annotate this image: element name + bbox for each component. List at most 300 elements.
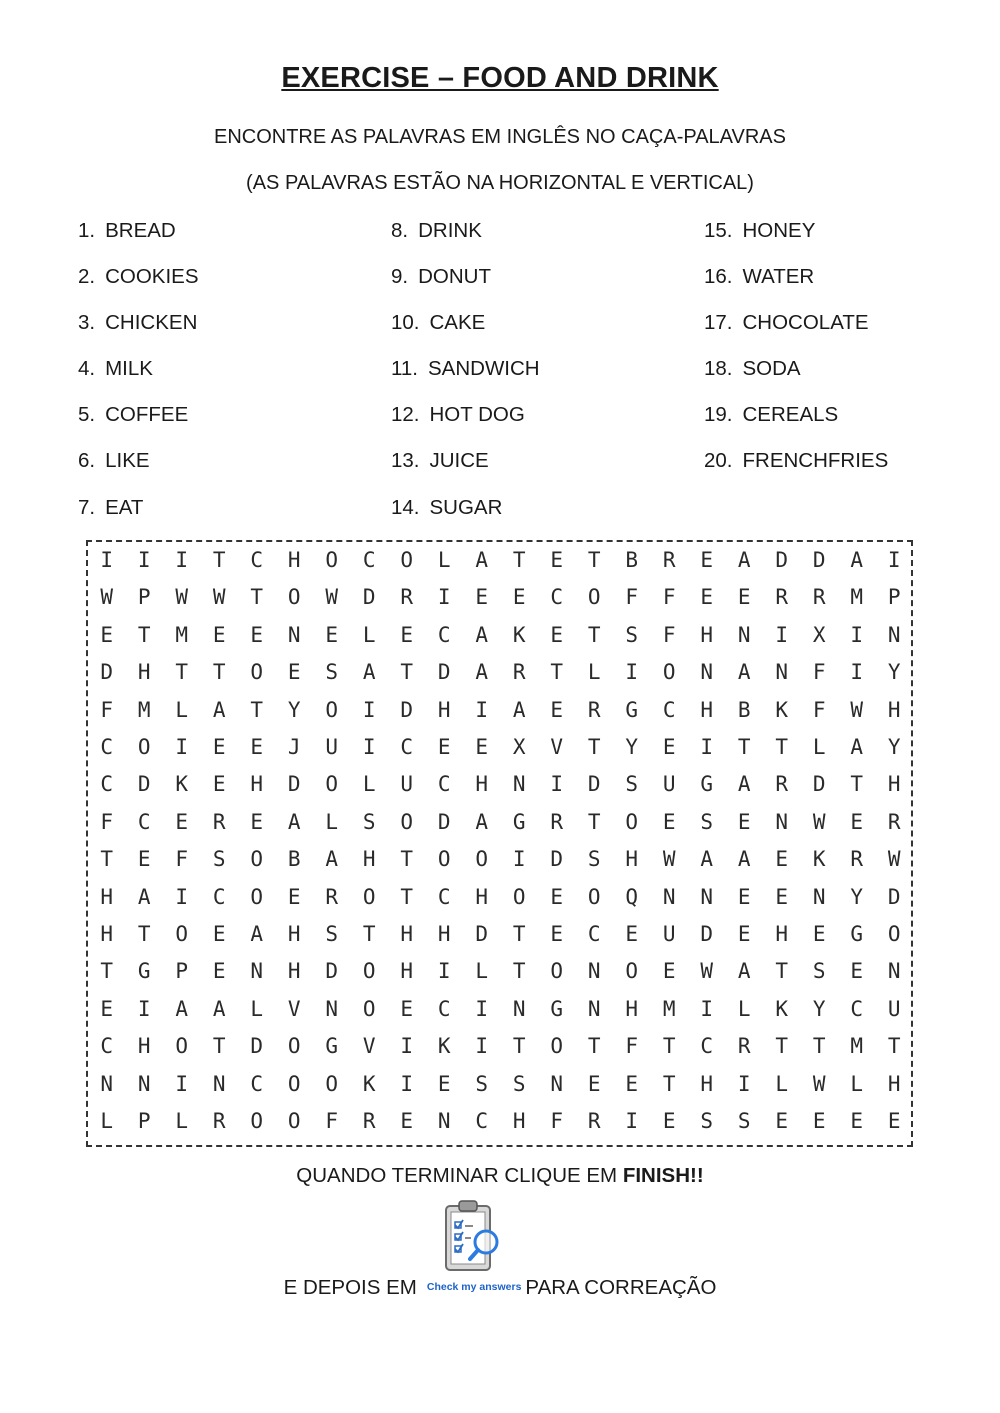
grid-letter[interactable]: E [625,922,639,946]
grid-letter[interactable]: E [287,660,301,685]
grid-letter[interactable]: A [212,697,226,722]
grid-letter[interactable]: N [587,959,601,984]
grid-letter[interactable]: O [250,884,264,909]
grid-letter[interactable]: S [625,772,639,797]
grid-letter[interactable]: I [137,996,151,1021]
grid-letter[interactable]: L [812,735,826,759]
grid-letter[interactable]: D [362,585,376,610]
grid-letter[interactable]: P [887,585,901,610]
grid-letter[interactable]: I [850,622,864,647]
grid-letter[interactable]: C [700,1034,714,1059]
grid-letter[interactable]: L [362,772,376,797]
grid-letter[interactable]: L [362,622,376,647]
grid-letter[interactable]: A [250,922,264,946]
grid-letter[interactable]: B [737,697,751,722]
grid-letter[interactable]: H [137,1034,151,1059]
grid-letter[interactable]: E [775,847,789,872]
grid-letter[interactable]: D [100,660,114,685]
grid-letter[interactable]: M [175,622,189,647]
grid-letter[interactable]: I [137,548,151,572]
grid-letter[interactable]: N [775,809,789,834]
grid-letter[interactable]: H [100,884,114,909]
grid-letter[interactable]: E [662,959,676,984]
grid-letter[interactable]: H [775,922,789,946]
grid-letter[interactable]: R [850,847,864,872]
grid-letter[interactable]: N [887,959,901,984]
grid-letter[interactable]: L [437,548,451,572]
grid-letter[interactable]: O [587,884,601,909]
grid-letter[interactable]: L [850,1071,864,1096]
grid-letter[interactable]: I [887,548,901,572]
grid-letter[interactable]: H [700,1071,714,1096]
grid-letter[interactable]: W [175,585,189,610]
grid-letter[interactable]: O [550,1034,564,1059]
grid-letter[interactable]: O [250,1109,264,1133]
grid-letter[interactable]: V [362,1034,376,1059]
grid-letter[interactable]: I [437,585,451,610]
grid-letter[interactable]: T [212,1034,226,1059]
grid-letter[interactable]: G [625,697,639,722]
grid-letter[interactable]: W [100,585,114,610]
grid-letter[interactable]: S [700,1109,714,1133]
grid-letter[interactable]: N [287,622,301,647]
grid-letter[interactable]: T [662,1071,676,1096]
grid-letter[interactable]: E [737,809,751,834]
grid-letter[interactable]: T [587,809,601,834]
grid-letter[interactable]: C [400,735,414,759]
grid-letter[interactable]: A [475,622,489,647]
grid-letter[interactable]: E [250,622,264,647]
grid-letter[interactable]: E [212,922,226,946]
grid-letter[interactable]: G [550,996,564,1021]
grid-letter[interactable]: E [250,735,264,759]
grid-letter[interactable]: N [587,996,601,1021]
grid-letter[interactable]: A [737,959,751,984]
grid-letter[interactable]: I [437,959,451,984]
grid-letter[interactable]: F [325,1109,339,1133]
grid-letter[interactable]: N [437,1109,451,1133]
grid-letter[interactable]: B [625,548,639,572]
grid-letter[interactable]: L [737,996,751,1021]
grid-letter[interactable]: S [212,847,226,872]
grid-letter[interactable]: F [662,622,676,647]
grid-letter[interactable]: T [512,959,526,984]
grid-letter[interactable]: T [775,1034,789,1059]
grid-letter[interactable]: D [587,772,601,797]
grid-letter[interactable]: C [587,922,601,946]
grid-letter[interactable]: A [325,847,339,872]
grid-letter[interactable]: N [700,660,714,685]
grid-letter[interactable]: A [287,809,301,834]
grid-letter[interactable]: Y [287,697,301,722]
grid-letter[interactable]: A [700,847,714,872]
grid-letter[interactable]: H [362,847,376,872]
grid-letter[interactable]: F [625,1034,639,1059]
grid-letter[interactable]: E [587,1071,601,1096]
grid-letter[interactable]: X [512,735,526,759]
grid-letter[interactable]: E [550,548,564,572]
grid-letter[interactable]: Y [887,660,901,685]
grid-letter[interactable]: I [700,996,714,1021]
grid-letter[interactable]: S [812,959,826,984]
grid-letter[interactable]: C [550,585,564,610]
grid-letter[interactable]: C [362,548,376,572]
grid-letter[interactable]: C [437,772,451,797]
grid-letter[interactable]: S [700,809,714,834]
grid-letter[interactable]: O [475,847,489,872]
grid-letter[interactable]: E [475,735,489,759]
grid-letter[interactable]: H [700,622,714,647]
grid-letter[interactable]: U [662,772,676,797]
grid-letter[interactable]: D [700,922,714,946]
grid-letter[interactable]: A [212,996,226,1021]
grid-letter[interactable]: T [587,622,601,647]
grid-letter[interactable]: K [175,772,189,797]
grid-letter[interactable]: E [850,809,864,834]
grid-letter[interactable]: E [212,735,226,759]
grid-letter[interactable]: A [512,697,526,722]
grid-letter[interactable]: N [550,1071,564,1096]
grid-letter[interactable]: H [475,884,489,909]
grid-letter[interactable]: D [437,660,451,685]
grid-letter[interactable]: T [587,548,601,572]
grid-letter[interactable]: E [737,884,751,909]
grid-letter[interactable]: N [212,1071,226,1096]
grid-letter[interactable]: I [625,1109,639,1133]
grid-letter[interactable]: E [775,884,789,909]
grid-letter[interactable]: E [100,622,114,647]
grid-letter[interactable]: H [400,922,414,946]
grid-letter[interactable]: K [775,996,789,1021]
grid-letter[interactable]: C [437,996,451,1021]
grid-letter[interactable]: H [100,922,114,946]
grid-letter[interactable]: T [250,697,264,722]
grid-letter[interactable]: A [175,996,189,1021]
grid-letter[interactable]: A [137,884,151,909]
grid-letter[interactable]: E [400,1109,414,1133]
grid-letter[interactable]: T [587,735,601,759]
grid-letter[interactable]: R [512,660,526,685]
grid-letter[interactable]: D [400,697,414,722]
grid-letter[interactable]: M [137,697,151,722]
grid-letter[interactable]: S [587,847,601,872]
grid-letter[interactable]: E [212,772,226,797]
grid-letter[interactable]: E [512,585,526,610]
grid-letter[interactable]: I [550,772,564,797]
grid-letter[interactable]: K [362,1071,376,1096]
grid-letter[interactable]: C [850,996,864,1021]
grid-letter[interactable]: C [250,548,264,572]
grid-letter[interactable]: O [662,660,676,685]
grid-letter[interactable]: D [137,772,151,797]
grid-letter[interactable]: H [625,996,639,1021]
grid-letter[interactable]: T [887,1034,901,1059]
grid-letter[interactable]: W [850,697,864,722]
grid-letter[interactable]: T [100,959,114,984]
grid-letter[interactable]: V [287,996,301,1021]
grid-letter[interactable]: S [325,922,339,946]
grid-letter[interactable]: I [175,1071,189,1096]
grid-letter[interactable]: R [550,809,564,834]
grid-letter[interactable]: E [625,1071,639,1096]
grid-letter[interactable]: O [137,735,151,759]
grid-letter[interactable]: E [662,809,676,834]
grid-letter[interactable]: N [100,1071,114,1096]
grid-letter[interactable]: G [700,772,714,797]
grid-letter[interactable]: I [850,660,864,685]
grid-letter[interactable]: C [100,735,114,759]
grid-letter[interactable]: O [512,884,526,909]
grid-letter[interactable]: O [287,585,301,610]
grid-letter[interactable]: A [850,548,864,572]
grid-letter[interactable]: O [587,585,601,610]
grid-letter[interactable]: F [662,585,676,610]
grid-letter[interactable]: L [775,1071,789,1096]
grid-letter[interactable]: O [325,1071,339,1096]
grid-letter[interactable]: E [175,809,189,834]
grid-letter[interactable]: O [287,1071,301,1096]
grid-letter[interactable]: C [212,884,226,909]
grid-letter[interactable]: G [850,922,864,946]
grid-letter[interactable]: I [775,622,789,647]
grid-letter[interactable]: E [812,922,826,946]
grid-letter[interactable]: E [287,884,301,909]
grid-letter[interactable]: T [512,922,526,946]
grid-letter[interactable]: C [662,697,676,722]
grid-letter[interactable]: F [625,585,639,610]
grid-letter[interactable]: E [100,996,114,1021]
grid-letter[interactable]: T [812,1034,826,1059]
grid-letter[interactable]: M [662,996,676,1021]
grid-letter[interactable]: D [775,548,789,572]
grid-letter[interactable]: O [325,697,339,722]
grid-letter[interactable]: R [362,1109,376,1133]
grid-letter[interactable]: G [325,1034,339,1059]
grid-letter[interactable]: H [512,1109,526,1133]
grid-letter[interactable]: F [550,1109,564,1133]
grid-letter[interactable]: R [212,1109,226,1133]
grid-letter[interactable]: A [737,847,751,872]
grid-letter[interactable]: T [137,922,151,946]
grid-letter[interactable]: L [475,959,489,984]
grid-letter[interactable]: D [250,1034,264,1059]
grid-letter[interactable]: R [662,548,676,572]
grid-letter[interactable]: B [287,847,301,872]
grid-letter[interactable]: U [662,922,676,946]
grid-letter[interactable]: R [887,809,901,834]
grid-letter[interactable]: L [325,809,339,834]
grid-letter[interactable]: A [737,548,751,572]
grid-letter[interactable]: O [325,548,339,572]
grid-letter[interactable]: S [625,622,639,647]
grid-letter[interactable]: E [850,1109,864,1133]
grid-letter[interactable]: I [362,735,376,759]
grid-letter[interactable]: P [175,959,189,984]
grid-letter[interactable]: R [587,1109,601,1133]
grid-letter[interactable]: T [587,1034,601,1059]
grid-letter[interactable]: T [400,884,414,909]
grid-letter[interactable]: J [287,735,301,759]
grid-letter[interactable]: E [737,585,751,610]
grid-letter[interactable]: I [737,1071,751,1096]
grid-letter[interactable]: K [812,847,826,872]
grid-letter[interactable]: N [250,959,264,984]
grid-letter[interactable]: Y [850,884,864,909]
grid-letter[interactable]: E [212,622,226,647]
grid-letter[interactable]: H [287,959,301,984]
grid-letter[interactable]: I [475,697,489,722]
grid-letter[interactable]: N [137,1071,151,1096]
grid-letter[interactable]: C [137,809,151,834]
grid-letter[interactable]: I [175,884,189,909]
grid-letter[interactable]: W [812,1071,826,1096]
grid-letter[interactable]: U [400,772,414,797]
grid-letter[interactable]: I [175,548,189,572]
grid-letter[interactable]: H [287,922,301,946]
grid-letter[interactable]: H [250,772,264,797]
grid-letter[interactable]: S [512,1071,526,1096]
grid-letter[interactable]: E [437,735,451,759]
grid-letter[interactable]: O [400,809,414,834]
grid-letter[interactable]: R [587,697,601,722]
grid-letter[interactable]: F [812,697,826,722]
grid-letter[interactable]: S [475,1071,489,1096]
grid-letter[interactable]: A [475,660,489,685]
grid-letter[interactable]: H [625,847,639,872]
grid-letter[interactable]: Q [625,884,639,909]
grid-letter[interactable]: R [737,1034,751,1059]
grid-letter[interactable]: G [512,809,526,834]
grid-letter[interactable]: E [812,1109,826,1133]
check-my-answers-button[interactable]: Check my answers [426,1280,522,1293]
grid-letter[interactable]: G [137,959,151,984]
clipboard-checklist-icon[interactable] [440,1198,510,1276]
grid-letter[interactable]: O [175,1034,189,1059]
grid-letter[interactable]: D [287,772,301,797]
grid-letter[interactable]: D [812,548,826,572]
grid-letter[interactable]: C [475,1109,489,1133]
grid-letter[interactable]: O [362,884,376,909]
grid-letter[interactable]: I [512,847,526,872]
grid-letter[interactable]: T [850,772,864,797]
grid-letter[interactable]: W [887,847,901,872]
grid-letter[interactable]: T [662,1034,676,1059]
grid-letter[interactable]: A [850,735,864,759]
grid-letter[interactable]: A [737,772,751,797]
grid-letter[interactable]: F [100,697,114,722]
grid-letter[interactable]: N [662,884,676,909]
grid-letter[interactable]: I [400,1071,414,1096]
grid-letter[interactable]: F [812,660,826,685]
grid-letter[interactable]: E [775,1109,789,1133]
grid-letter[interactable]: P [137,585,151,610]
grid-letter[interactable]: E [700,548,714,572]
grid-letter[interactable]: O [400,548,414,572]
grid-letter[interactable]: O [362,996,376,1021]
grid-letter[interactable]: O [175,922,189,946]
grid-letter[interactable]: W [700,959,714,984]
grid-letter[interactable]: L [175,1109,189,1133]
grid-letter[interactable]: A [475,809,489,834]
grid-letter[interactable]: U [325,735,339,759]
grid-letter[interactable]: H [287,548,301,572]
grid-letter[interactable]: M [850,1034,864,1059]
grid-letter[interactable]: L [587,660,601,685]
grid-letter[interactable]: K [775,697,789,722]
grid-letter[interactable]: N [775,660,789,685]
grid-letter[interactable]: W [212,585,226,610]
grid-letter[interactable]: E [550,697,564,722]
grid-letter[interactable]: T [775,959,789,984]
grid-letter[interactable]: Y [812,996,826,1021]
grid-letter[interactable]: H [437,922,451,946]
grid-letter[interactable]: E [662,735,676,759]
grid-letter[interactable]: L [250,996,264,1021]
grid-letter[interactable]: D [812,772,826,797]
grid-letter[interactable]: E [400,996,414,1021]
grid-letter[interactable]: C [437,884,451,909]
grid-letter[interactable]: E [887,1109,901,1133]
grid-letter[interactable]: D [325,959,339,984]
grid-letter[interactable]: H [437,697,451,722]
grid-letter[interactable]: E [550,884,564,909]
grid-letter[interactable]: R [775,772,789,797]
grid-letter[interactable]: O [250,847,264,872]
grid-letter[interactable]: F [175,847,189,872]
grid-letter[interactable]: L [100,1109,114,1133]
grid-letter[interactable]: C [100,1034,114,1059]
grid-letter[interactable]: R [775,585,789,610]
grid-letter[interactable]: A [475,548,489,572]
grid-letter[interactable]: O [287,1034,301,1059]
grid-letter[interactable]: O [250,660,264,685]
grid-letter[interactable]: E [550,922,564,946]
grid-letter[interactable]: O [362,959,376,984]
word-search-grid[interactable] [86,540,913,1147]
grid-letter[interactable]: M [850,585,864,610]
grid-letter[interactable]: Y [625,735,639,759]
grid-letter[interactable]: N [700,884,714,909]
grid-letter[interactable]: O [325,772,339,797]
grid-letter[interactable]: C [437,622,451,647]
grid-letter[interactable]: E [850,959,864,984]
grid-letter[interactable]: A [737,660,751,685]
grid-letter[interactable]: I [175,735,189,759]
grid-letter[interactable]: I [400,1034,414,1059]
grid-letter[interactable]: H [887,772,901,797]
grid-letter[interactable]: N [325,996,339,1021]
grid-letter[interactable]: S [737,1109,751,1133]
grid-letter[interactable]: T [737,735,751,759]
grid-letter[interactable]: T [212,660,226,685]
grid-letter[interactable]: T [550,660,564,685]
grid-letter[interactable]: I [475,1034,489,1059]
grid-letter[interactable]: D [550,847,564,872]
grid-letter[interactable]: T [775,735,789,759]
grid-letter[interactable]: S [362,809,376,834]
grid-letter[interactable]: T [362,922,376,946]
grid-letter[interactable]: O [887,922,901,946]
grid-letter[interactable]: N [812,884,826,909]
grid-letter[interactable]: R [812,585,826,610]
grid-letter[interactable]: K [437,1034,451,1059]
grid-letter[interactable]: H [400,959,414,984]
grid-letter[interactable]: T [100,847,114,872]
grid-letter[interactable]: E [700,585,714,610]
grid-letter[interactable]: R [325,884,339,909]
grid-letter[interactable]: V [550,735,564,759]
grid-letter[interactable]: T [212,548,226,572]
